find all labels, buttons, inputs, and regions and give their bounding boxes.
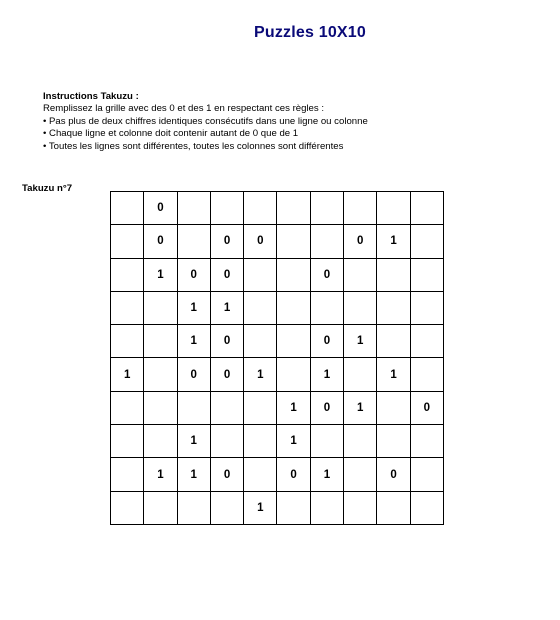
grid-cell[interactable] (210, 491, 243, 524)
grid-cell[interactable] (310, 425, 343, 458)
rule-item: • Toutes les lignes sont différentes, toutes les colonnes sont différentes (43, 140, 344, 152)
grid-cell[interactable] (377, 325, 410, 358)
grid-cell[interactable] (144, 291, 177, 324)
grid-cell[interactable] (144, 325, 177, 358)
grid-cell[interactable] (410, 325, 443, 358)
grid-cell[interactable]: 0 (177, 258, 210, 291)
grid-cell[interactable] (277, 291, 310, 324)
grid-cell[interactable] (344, 258, 377, 291)
grid-cell[interactable] (111, 258, 144, 291)
grid-row (111, 425, 444, 458)
grid-cell[interactable] (177, 491, 210, 524)
instructions-intro: Remplissez la grille avec des 0 et des 1 en respectant ces règles : (43, 103, 325, 115)
grid-cell[interactable] (410, 491, 443, 524)
grid-cell[interactable]: 0 (310, 325, 343, 358)
grid-cell[interactable] (277, 225, 310, 258)
grid-cell[interactable]: 1 (377, 225, 410, 258)
instructions-block (43, 91, 503, 153)
grid-cell[interactable]: 0 (277, 458, 310, 491)
grid-cell[interactable] (177, 192, 210, 225)
takuzu-grid (110, 191, 444, 525)
grid-cell[interactable] (410, 358, 443, 391)
grid-cell[interactable] (144, 391, 177, 424)
grid-cell[interactable] (244, 291, 277, 324)
grid-cell[interactable] (344, 291, 377, 324)
grid-cell[interactable] (410, 225, 443, 258)
grid-row (111, 458, 444, 491)
grid-row (111, 325, 444, 358)
grid-cell[interactable]: 1 (144, 458, 177, 491)
grid-cell[interactable] (410, 258, 443, 291)
grid-cell[interactable]: 0 (310, 391, 343, 424)
grid-cell[interactable]: 0 (210, 225, 243, 258)
grid-cell[interactable] (377, 291, 410, 324)
grid-cell[interactable] (244, 391, 277, 424)
grid-cell[interactable] (310, 291, 343, 324)
grid-cell[interactable] (377, 425, 410, 458)
grid-cell[interactable] (377, 258, 410, 291)
grid-cell[interactable] (277, 192, 310, 225)
grid-cell[interactable]: 1 (210, 291, 243, 324)
grid-row (111, 192, 444, 225)
grid-row (111, 291, 444, 324)
grid-cell[interactable]: 1 (177, 425, 210, 458)
grid-cell[interactable] (410, 425, 443, 458)
grid-row (111, 391, 444, 424)
page-title: Puzzles 10X10 (254, 24, 366, 41)
grid-cell[interactable] (410, 458, 443, 491)
grid-cell[interactable] (410, 291, 443, 324)
grid-cell[interactable] (344, 425, 377, 458)
grid-cell[interactable]: 0 (410, 391, 443, 424)
grid-cell[interactable] (344, 358, 377, 391)
grid-cell[interactable] (111, 291, 144, 324)
grid-cell[interactable] (210, 391, 243, 424)
grid-cell[interactable]: 1 (344, 391, 377, 424)
grid-row (111, 225, 444, 258)
grid-cell[interactable]: 1 (177, 458, 210, 491)
grid-cell[interactable] (210, 425, 243, 458)
grid-cell[interactable] (177, 391, 210, 424)
grid-cell[interactable]: 1 (177, 291, 210, 324)
grid-cell[interactable]: 0 (177, 358, 210, 391)
rule-item: • Pas plus de deux chiffres identiques consécutifs dans une ligne ou colonne (43, 115, 368, 127)
grid-cell[interactable] (244, 425, 277, 458)
puzzle-label: Takuzu n°7 (22, 183, 73, 194)
grid-cell[interactable] (144, 425, 177, 458)
grid-cell[interactable]: 1 (277, 391, 310, 424)
grid-cell[interactable]: 0 (144, 192, 177, 225)
grid-cell[interactable] (177, 225, 210, 258)
grid-cell[interactable] (377, 491, 410, 524)
grid-cell[interactable] (310, 225, 343, 258)
grid-cell[interactable] (344, 192, 377, 225)
grid-cell[interactable] (244, 192, 277, 225)
grid-cell[interactable]: 1 (244, 491, 277, 524)
grid-cell[interactable] (377, 391, 410, 424)
grid-cell[interactable]: 1 (344, 325, 377, 358)
grid-cell[interactable]: 1 (310, 358, 343, 391)
grid-cell[interactable]: 1 (177, 325, 210, 358)
grid-cell[interactable] (111, 325, 144, 358)
rule-item: • Chaque ligne et colonne doit contenir autant de 0 que de 1 (43, 128, 299, 140)
grid-cell[interactable]: 1 (377, 358, 410, 391)
grid-cell[interactable] (277, 491, 310, 524)
grid-cell[interactable]: 0 (144, 225, 177, 258)
grid-cell[interactable]: 0 (377, 458, 410, 491)
grid-cell[interactable] (310, 192, 343, 225)
grid-cell[interactable] (111, 458, 144, 491)
grid-cell[interactable] (377, 192, 410, 225)
grid-cell[interactable]: 0 (210, 258, 243, 291)
grid-cell[interactable]: 0 (244, 225, 277, 258)
grid-cell[interactable]: 0 (310, 258, 343, 291)
grid-cell[interactable]: 1 (277, 425, 310, 458)
grid-cell[interactable] (344, 491, 377, 524)
grid-cell[interactable] (277, 258, 310, 291)
grid-cell[interactable]: 1 (310, 458, 343, 491)
grid-cell[interactable]: 0 (344, 225, 377, 258)
grid-row (111, 491, 444, 524)
grid-cell[interactable]: 0 (210, 358, 243, 391)
grid-cell[interactable]: 0 (210, 458, 243, 491)
grid-cell[interactable] (111, 192, 144, 225)
grid-cell[interactable] (144, 358, 177, 391)
grid-cell[interactable] (310, 491, 343, 524)
grid-cell[interactable] (111, 225, 144, 258)
grid-cell[interactable] (111, 391, 144, 424)
grid-cell[interactable]: 1 (244, 358, 277, 391)
grid-cell[interactable] (210, 192, 243, 225)
grid-cell[interactable] (277, 358, 310, 391)
grid-cell[interactable]: 1 (111, 358, 144, 391)
grid-cell[interactable] (277, 325, 310, 358)
grid-cell[interactable] (111, 425, 144, 458)
grid-cell[interactable] (111, 491, 144, 524)
grid-row (111, 258, 444, 291)
grid-cell[interactable]: 0 (210, 325, 243, 358)
grid-cell[interactable] (244, 458, 277, 491)
grid-cell[interactable] (244, 325, 277, 358)
grid-row (111, 358, 444, 391)
grid-cell[interactable] (344, 458, 377, 491)
grid-cell[interactable]: 1 (144, 258, 177, 291)
grid-cell[interactable] (244, 258, 277, 291)
grid-cell[interactable] (144, 491, 177, 524)
instructions-heading: Instructions Takuzu : (43, 91, 139, 102)
grid-cell[interactable] (410, 192, 443, 225)
